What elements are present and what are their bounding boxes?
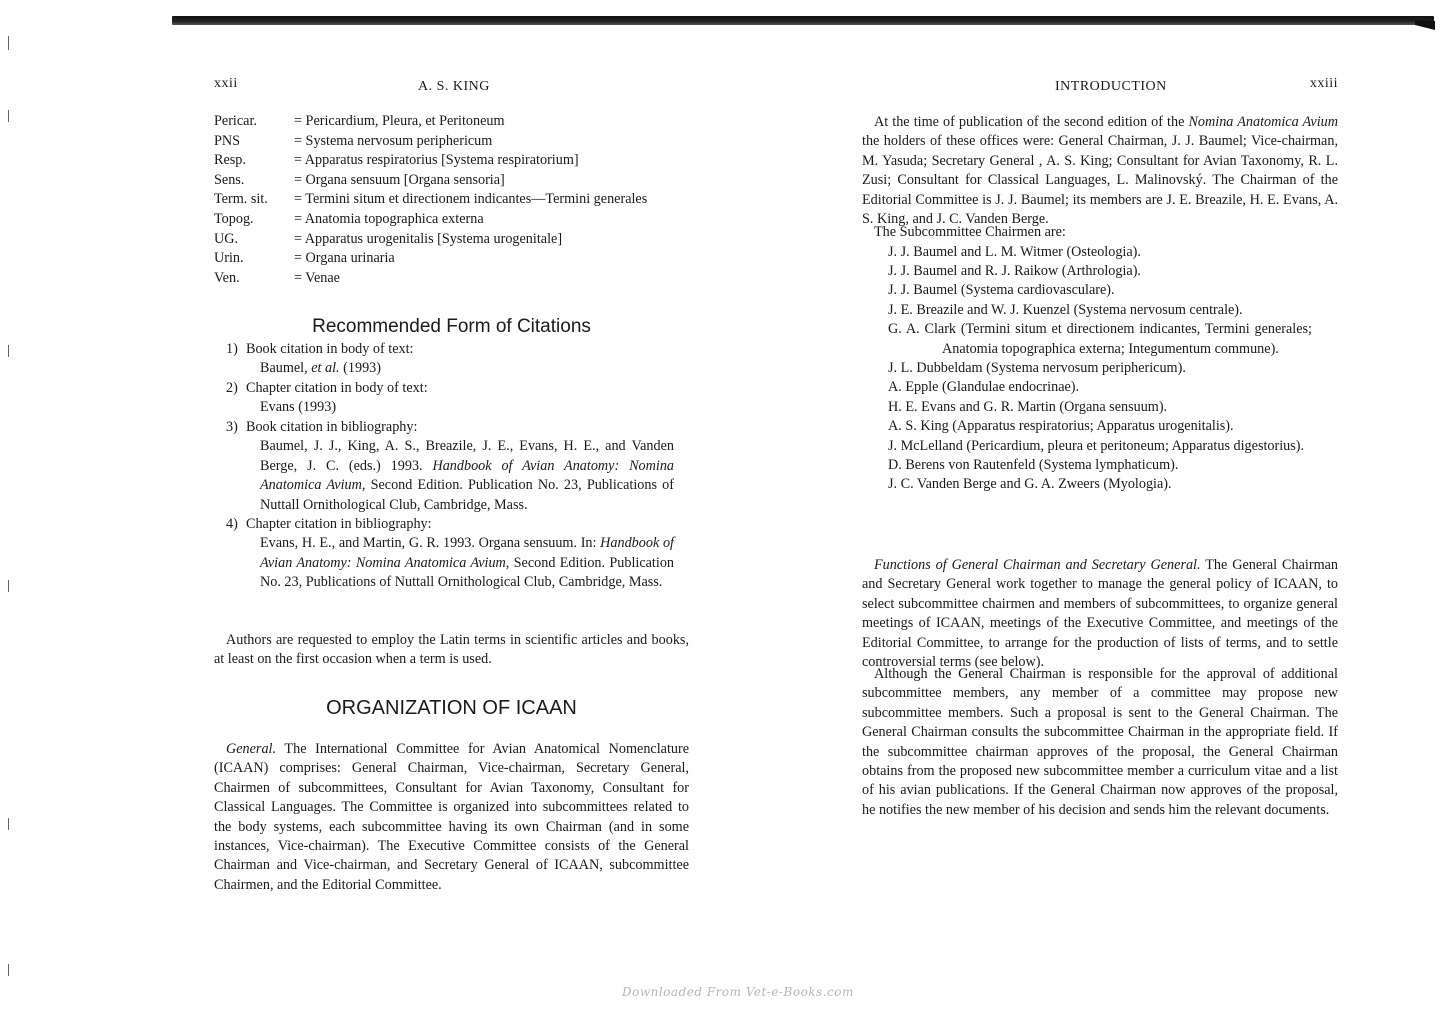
margin-tick: [8, 36, 9, 50]
abbreviation-row: [214, 211, 647, 231]
citation-label: Book citation in bibliography:: [246, 419, 418, 435]
citation-number: 2): [226, 380, 238, 396]
citation-example-italic: et al.: [311, 360, 340, 377]
citation-number: 1): [226, 341, 238, 357]
page-number: xxiii: [1309, 76, 1338, 91]
margin-tick: [8, 818, 9, 830]
citation-number: 4): [226, 516, 238, 532]
abbreviation-row: [214, 231, 647, 251]
subcommittee-item: J. E. Breazile and W. J. Kuenzel (Systema nervosum centrale).: [888, 301, 1243, 318]
citation-number: 3): [226, 419, 238, 435]
subcommittee-item: J. J. Baumel (Systema cardiovasculare).: [888, 282, 1115, 299]
subcommittee-item: J. L. Dubbeldam (Systema nervosum periphericum).: [888, 359, 1186, 376]
citations-list: [214, 340, 689, 620]
abbreviation-list: [214, 113, 647, 289]
bib-title: Handbook of Avian Anatomy: Nomina Anatomica Avium,: [260, 535, 674, 571]
subcommittee-item: J. McLelland (Pericardium, pleura et peritoneum; Apparatus digestorius).: [888, 437, 1305, 454]
citation-example: [260, 359, 381, 378]
abbreviation-row: [214, 270, 647, 290]
bib-text: Second Edition. Publication No. 23, Publications of Nuttall Ornithological Club, Cambridge, Mass.: [260, 554, 675, 591]
running-head: INTRODUCTION: [1055, 79, 1167, 94]
abbreviation-row: [214, 113, 647, 133]
abbreviation-key: Ven.: [214, 269, 240, 286]
paragraph-text: the holders of these offices were: General Chairman, J. J. Baumel; Vice-chairman, M. Yasuda; Secretary General , A. S. King; Consultant for Avian Taxonomy, R. L. Zusi; Consultant for Classical Languages, L. Malinovský. The Chairman of the Editorial Committee is J. J. Baumel; its members are J. E. Breazile, H. E. Evans, A. S. King, and J. C. Vanden Berge.: [862, 133, 1338, 228]
abbreviation-row: [214, 191, 647, 211]
subcommittee-item: D. Berens von Rautenfeld (Systema lymphaticum).: [888, 456, 1179, 473]
citations-heading: Recommended Form of Citations: [312, 316, 591, 337]
abbreviation-value: = Venae: [294, 269, 340, 286]
paragraph-lead: General.: [226, 741, 277, 757]
abbreviation-key: Sens.: [214, 171, 245, 188]
bib-text: Baumel, J. J., King, A. S., Breazile, J. E., Evans, H. E., and Vanden Berge, J. C. (eds.) 1993.: [260, 438, 674, 474]
subcommittee-item: A. Epple (Glandulae endocrinae).: [888, 379, 1080, 396]
download-watermark: Downloaded From Vet-e-Books.com: [622, 985, 854, 999]
abbreviation-key: PNS: [214, 132, 241, 149]
abbreviation-value: = Pericardium, Pleura, et Peritoneum: [294, 113, 505, 129]
running-head: A. S. KING: [418, 79, 490, 94]
abbreviation-key: UG.: [214, 230, 239, 247]
abbreviation-value: = Termini situm et directionem indicantes—Termini generales: [294, 191, 648, 208]
abbreviation-value: = Organa sensuum [Organa sensoria]: [294, 171, 505, 188]
abbreviation-row: [214, 250, 647, 270]
page-number: xxii: [214, 76, 238, 91]
paragraph-text: At the time of publication of the second edition of the: [874, 114, 1189, 130]
citation-label: Chapter citation in body of text:: [246, 380, 428, 396]
functions-paragraph: [862, 556, 1338, 672]
subcommittee-item: J. C. Vanden Berge and G. A. Zweers (Myologia).: [888, 476, 1172, 493]
paragraph-text: The General Chairman and Secretary General work together to manage the general policy of ICAAN, to select subcommittee chairmen and members of subcommittees, to organize general meetings of ICAAN, meetings of the Executive Committee, and meetings of the Editorial Committee, to arrange for the production of lists of terms, and to settle controversial terms (see below).: [862, 557, 1338, 671]
subcommittee-list: [888, 243, 1312, 495]
approval-paragraph: Although the General Chairman is responsible for the approval of additional subcommittee members, any member of a committee may propose new subcommittee members. Such a proposal is sent to the General Chairman. The General Chairman consults the subcommittee Chairman in the appropriate field. If the subcommittee chairman approves of the proposal, the General Chairman obtains from the proposed new subcommittee member a curriculum vitae and a list of his avian publications. If the General Chairman now approves of the proposal, he notifies the new member of his decision and sends him the relevant documents.: [862, 666, 1338, 818]
subcommittee-item: G. A. Clark (Termini situm et directionem indicantes, Termini generales; Anatomia topographica externa; Integumentum commune).: [888, 321, 1312, 357]
authors-paragraph: Authors are requested to employ the Latin terms in scientific articles and books, at least on the first occasion when a term is used.: [214, 632, 689, 668]
general-paragraph: [214, 740, 689, 895]
abbreviation-row: [214, 133, 647, 153]
scan-top-bar-tail: [1415, 20, 1435, 30]
abbreviation-value: = Systema nervosum periphericum: [294, 132, 493, 149]
citation-bibliography: [260, 437, 674, 515]
abbreviation-row: [214, 172, 647, 192]
bib-title: Handbook of Avian Anatomy: Nomina Anatomica Avium,: [260, 457, 675, 494]
abbreviation-key: Urin.: [214, 250, 244, 267]
subcommittee-item: J. J. Baumel and R. J. Raikow (Arthrologia).: [888, 262, 1141, 279]
subcommittee-item: J. J. Baumel and L. M. Witmer (Osteologia).: [888, 243, 1141, 260]
abbreviation-key: Topog.: [214, 210, 254, 227]
paragraph-lead: Functions of General Chairman and Secretary General.: [874, 557, 1201, 573]
citation-bibliography: [260, 534, 674, 592]
organization-heading: ORGANIZATION OF ICAAN: [326, 697, 577, 719]
abbreviation-value: = Apparatus urogenitalis [Systema urogenitale]: [294, 230, 563, 247]
subcommittee-intro: The Subcommittee Chairmen are:: [874, 224, 1066, 240]
paragraph-italic: Nomina Anatomica Avium: [1188, 114, 1338, 130]
abbreviation-key: Pericar.: [214, 113, 257, 129]
margin-tick: [8, 580, 9, 592]
abbreviation-row: [214, 152, 647, 172]
abbreviation-key: Term. sit.: [214, 191, 268, 208]
margin-tick: [8, 345, 9, 357]
bib-text: Evans, H. E., and Martin, G. R. 1993. Organa sensuum. In:: [260, 535, 601, 552]
citation-label: Book citation in body of text:: [246, 341, 414, 357]
citation-label: Chapter citation in bibliography:: [246, 516, 432, 532]
abbreviation-value: = Anatomia topographica externa: [294, 210, 484, 227]
bib-text: Second Edition. Publication No. 23, Publications of Nuttall Ornithological Club, Cambridge, Mass.: [260, 477, 674, 513]
intro-paragraph: [862, 113, 1338, 229]
abbreviation-value: = Apparatus respiratorius [Systema respiratorium]: [294, 152, 579, 169]
subcommittee-item: H. E. Evans and G. R. Martin (Organa sensuum).: [888, 398, 1168, 415]
abbreviation-key: Resp.: [214, 152, 246, 169]
abbreviation-value: = Organa urinaria: [294, 250, 395, 267]
citation-example-tail: (1993): [339, 360, 381, 377]
scan-top-bar: [172, 16, 1434, 25]
citation-example-text: Baumel,: [260, 360, 312, 377]
margin-tick: [8, 110, 9, 122]
subcommittee-item: A. S. King (Apparatus respiratorius; Apparatus urogenitalis).: [888, 418, 1234, 435]
margin-tick: [8, 964, 9, 976]
citation-example: Evans (1993): [260, 399, 337, 416]
paragraph-text: The International Committee for Avian Anatomical Nomenclature (ICAAN) comprises: General Chairman, Vice-chairman, Secretary General, Chairmen of subcommittees, Consultant for Avian Taxonomy, Consultant for Classical Languages. The Committee is organized into subcommittees related to the body systems, each subcommittee having its own Chairman (and in some instances, Vice-chairman). The Executive Committee consists of the General Chairman and Vice-chairman, and Secretary General of ICAAN, subcommittee Chairmen, and the Editorial Committee.: [214, 741, 689, 893]
